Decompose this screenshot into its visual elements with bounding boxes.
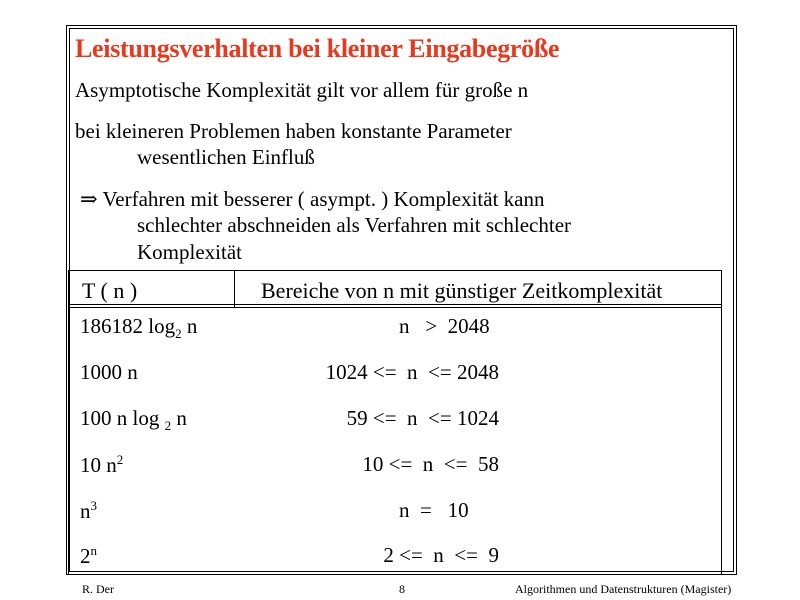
table-row [80, 360, 138, 385]
footer-course: Algorithmen und Datenstrukturen (Magister) [515, 582, 732, 596]
cell-range: 10 <= n <= 58 [362, 452, 499, 476]
text-line-conclusion-cont2: Komplexität [137, 240, 242, 264]
slide-title: Leistungsverhalten bei kleiner Eingabegröße [75, 34, 560, 63]
cell-tn-sup: n [90, 543, 97, 558]
cell-tn: 2 [80, 544, 91, 568]
table-header-column-divider [234, 270, 235, 308]
cell-tn-sup: 3 [90, 498, 97, 513]
cell-tn-sup: 2 [116, 452, 124, 467]
table-row [80, 314, 197, 342]
text-line-conclusion-cont1: schlechter abschneiden als Verfahren mit schlechter [137, 213, 572, 237]
table-row [80, 498, 97, 524]
cell-range: 1024 <= n <= 2048 [325, 360, 499, 384]
table-row [80, 452, 123, 478]
text-line-small-problems: bei kleineren Problemen haben konstante Parameter [75, 119, 512, 143]
table-header-range: Bereiche von n mit günstiger Zeitkomplexität [261, 278, 663, 303]
cell-tn-tail: n [171, 406, 187, 430]
table-row [80, 406, 187, 434]
cell-tn-tail: n [181, 314, 198, 338]
cell-range: 2 <= n <= 9 [383, 543, 499, 567]
cell-range: 59 <= n <= 1024 [346, 406, 499, 430]
footer-page-number: 8 [399, 582, 405, 596]
cell-tn-sub: 2 [175, 326, 182, 342]
cell-range: n = 10 [399, 498, 469, 522]
table-row [80, 543, 97, 569]
cell-tn: 1000 n [80, 360, 138, 384]
table-header-divider-double [68, 307, 722, 308]
table-header-tn: T ( n ) [82, 278, 138, 303]
text-line-asymptotic: Asymptotische Komplexität gilt vor allem für große n [75, 78, 529, 102]
cell-tn: 10 n [80, 453, 117, 477]
cell-tn: 100 n log [80, 406, 165, 430]
footer-author: R. Der [82, 582, 114, 596]
text-line-conclusion: ⇒ Verfahren mit besserer ( asympt. ) Komplexität kann [80, 187, 545, 211]
cell-tn-sub: 2 [164, 418, 172, 434]
cell-range: n > 2048 [399, 314, 490, 338]
text-line-small-problems-cont: wesentlichen Einfluß [137, 145, 315, 169]
table-header-divider [68, 304, 722, 305]
cell-tn: 186182 log [80, 314, 176, 338]
cell-tn: n [80, 499, 91, 523]
